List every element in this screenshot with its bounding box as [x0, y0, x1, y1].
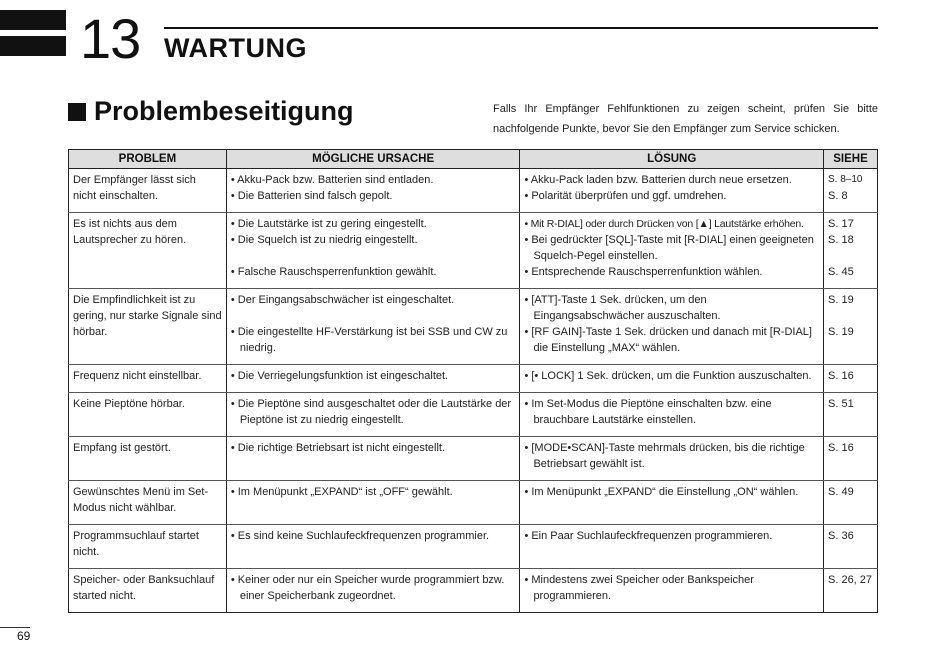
page-reference: S. 36 [828, 530, 854, 542]
solution-item: • [RF GAIN]-Taste 1 Sek. drücken und danach mit [R-DIAL] die Einstellung „MAX“ wählen. [524, 326, 812, 354]
table-row [69, 169, 878, 213]
reference-cell [824, 393, 878, 437]
reference-cell [824, 289, 878, 365]
cause-item: • Falsche Rauschsperrenfunktion gewählt. [230, 266, 437, 278]
cause-cell [226, 525, 520, 569]
page-reference: S. 17 [828, 218, 854, 230]
cause-item: • Die Batterien sind falsch gepolt. [230, 190, 393, 202]
solution-item: • [• LOCK] 1 Sek. drücken, um die Funktion auszuschalten. [524, 370, 812, 382]
solution-item: • Mit R-DIAL] oder durch Drücken von [▲] Lautstärke erhöhen. [524, 218, 804, 230]
solution-cell [520, 393, 824, 437]
page-reference: S. 19 [828, 326, 854, 338]
chapter-marker-bar [0, 10, 66, 30]
solution-item: • Im Menüpunkt „EXPAND“ die Einstellung „ON“ wählen. [524, 486, 799, 498]
cause-cell [226, 481, 520, 525]
cause-item: • Die richtige Betriebsart ist nicht eingestellt. [230, 442, 446, 454]
problem-cell: Empfang ist gestört. [69, 437, 227, 481]
problem-cell: Der Empfänger lässt sich nicht einschalten. [69, 169, 227, 213]
solution-cell [520, 289, 824, 365]
problem-cell: Gewünschtes Menü im Set-Modus nicht wählbar. [69, 481, 227, 525]
chapter-number: 13 [80, 7, 141, 70]
page-number: 69 [17, 629, 31, 643]
solution-item: • Mindestens zwei Speicher oder Bankspeicher programmieren. [524, 574, 754, 602]
problem-cell: Speicher- oder Banksuchlauf started nicht. [69, 569, 227, 613]
table-header-row [69, 150, 878, 169]
page-reference: S. 45 [828, 266, 854, 278]
cause-cell [226, 213, 520, 289]
section-heading [68, 96, 354, 127]
footer-rule [0, 627, 30, 628]
solution-cell [520, 365, 824, 393]
header-cause: MÖGLICHE URSACHE [226, 150, 520, 169]
solution-cell [520, 569, 824, 613]
header-reference: SIEHE [824, 150, 878, 169]
table-row [69, 365, 878, 393]
cause-cell [226, 289, 520, 365]
solution-item: • [MODE•SCAN]-Taste mehrmals drücken, bis die richtige Betriebsart gewählt ist. [524, 442, 805, 470]
solution-cell [520, 169, 824, 213]
reference-cell [824, 437, 878, 481]
cause-item: • Keiner oder nur ein Speicher wurde programmiert bzw. einer Speicherbank zugeordnet. [230, 574, 505, 602]
page-reference: S. 51 [828, 398, 854, 410]
solution-item: • Bei gedrückter [SQL]-Taste mit [R-DIAL] einen geeigneten Squelch-Pegel einstellen. [524, 234, 814, 262]
cause-item: • Es sind keine Suchlaufeckfrequenzen programmier. [230, 530, 490, 542]
table-row [69, 437, 878, 481]
reference-cell [824, 569, 878, 613]
solution-cell [520, 213, 824, 289]
header-solution: LÖSUNG [520, 150, 824, 169]
page-reference: S. 49 [828, 486, 854, 498]
section-title: Problembeseitigung [94, 96, 354, 126]
solution-cell [520, 525, 824, 569]
table-row [69, 213, 878, 289]
reference-cell [824, 169, 878, 213]
cause-item: • Im Menüpunkt „EXPAND“ ist „OFF“ gewählt. [230, 486, 453, 498]
intro-paragraph: Falls Ihr Empfänger Fehlfunktionen zu zeigen scheint, prüfen Sie bitte nachfolgende Punkte, bevor Sie den Empfänger zum Service schicken. [493, 103, 878, 135]
solution-item: • Im Set-Modus die Pieptöne einschalten bzw. eine brauchbare Lautstärke einstellen. [524, 398, 772, 426]
problem-cell: Programmsuchlauf startet nicht. [69, 525, 227, 569]
problem-cell: Die Empfindlichkeit ist zu gering, nur starke Signale sind hörbar. [69, 289, 227, 365]
chapter-title: WARTUNG [164, 33, 307, 63]
problem-cell: Frequenz nicht einstellbar. [69, 365, 227, 393]
page-reference: S. 26, 27 [828, 574, 873, 586]
reference-cell [824, 365, 878, 393]
cause-cell [226, 169, 520, 213]
page-reference: S. 16 [828, 370, 854, 382]
cause-cell [226, 437, 520, 481]
cause-cell [226, 569, 520, 613]
solution-item: • Ein Paar Suchlaufeckfrequenzen programmieren. [524, 530, 773, 542]
cause-cell [226, 365, 520, 393]
chapter-rule [164, 27, 878, 29]
table-row [69, 289, 878, 365]
page-reference: S. 8 [828, 190, 848, 202]
solution-cell [520, 481, 824, 525]
solution-item: • [ATT]-Taste 1 Sek. drücken, um den Eingangsabschwächer auszuschalten. [524, 294, 721, 322]
page-reference: S. 8–10 [828, 174, 863, 185]
solution-item: • Entsprechende Rauschsperrenfunktion wählen. [524, 266, 763, 278]
page-reference: S. 19 [828, 294, 854, 306]
problem-cell: Keine Pieptöne hörbar. [69, 393, 227, 437]
page-reference: S. 18 [828, 234, 854, 246]
cause-cell [226, 393, 520, 437]
header-problem: PROBLEM [69, 150, 227, 169]
table-row [69, 569, 878, 613]
square-bullet-icon [68, 103, 86, 121]
table-row [69, 481, 878, 525]
cause-item: • Die eingestellte HF-Verstärkung ist bei SSB und CW zu niedrig. [230, 326, 508, 354]
cause-item: • Die Pieptöne sind ausgeschaltet oder die Lautstärke der Pieptöne ist zu niedrig eingestellt. [230, 398, 512, 426]
cause-item: • Akku-Pack bzw. Batterien sind entladen. [230, 174, 434, 186]
cause-item: • Der Eingangsabschwächer ist eingeschaltet. [230, 294, 455, 306]
reference-cell [824, 213, 878, 289]
page-reference: S. 16 [828, 442, 854, 454]
table-row [69, 393, 878, 437]
reference-cell [824, 481, 878, 525]
solution-cell [520, 437, 824, 481]
problem-cell: Es ist nichts aus dem Lautsprecher zu hören. [69, 213, 227, 289]
cause-item: • Die Verriegelungsfunktion ist eingeschaltet. [230, 370, 449, 382]
solution-item: • Polarität überprüfen und ggf. umdrehen. [524, 190, 727, 202]
reference-cell [824, 525, 878, 569]
solution-item: • Akku-Pack laden bzw. Batterien durch neue ersetzen. [524, 174, 792, 186]
cause-item: • Die Lautstärke ist zu gering eingestellt. [230, 218, 427, 230]
cause-item: • Die Squelch ist zu niedrig eingestellt. [230, 234, 418, 246]
troubleshooting-table [68, 149, 878, 613]
table-row [69, 525, 878, 569]
chapter-marker-bar [0, 36, 66, 56]
